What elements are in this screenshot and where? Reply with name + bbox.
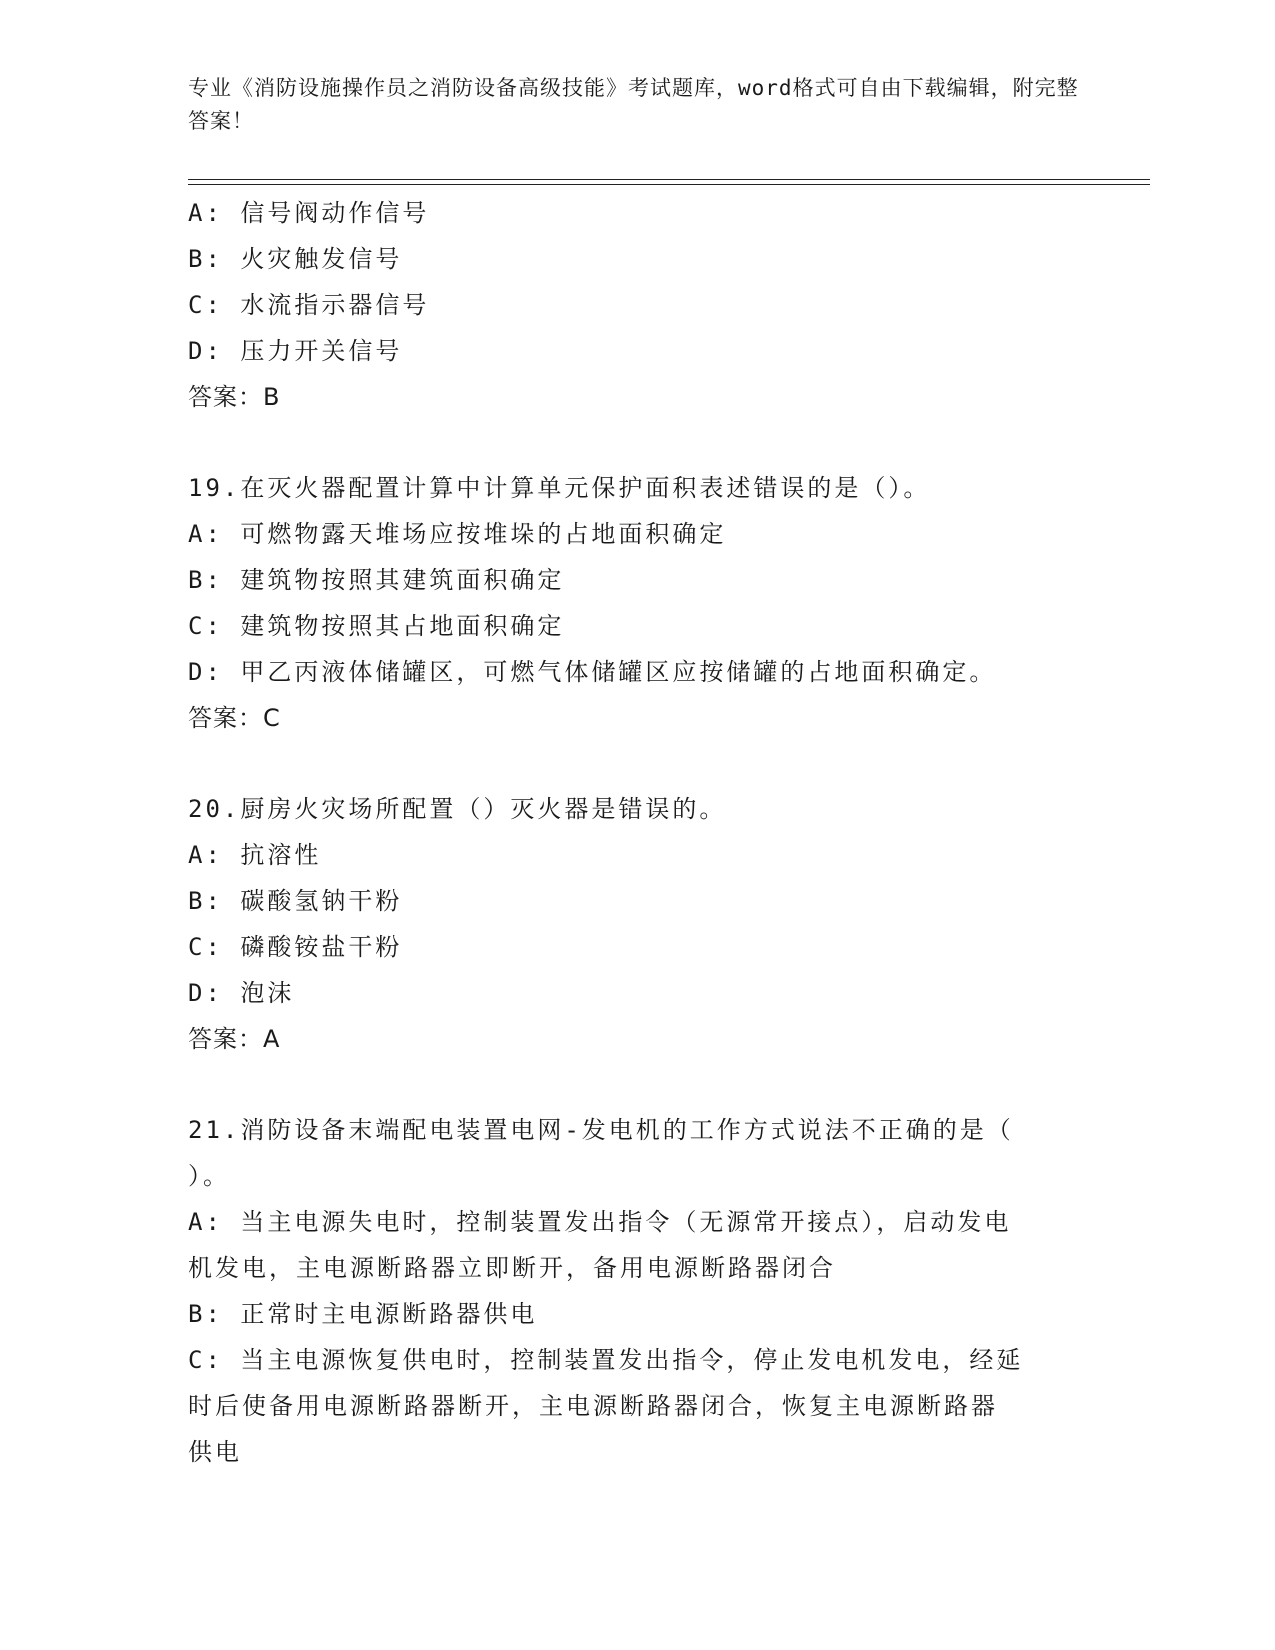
q20-option-b: B: 碳酸氢钠干粉 [188, 887, 403, 915]
q21-question-line-2: ）。 [188, 1162, 230, 1190]
q20-option-c: C: 磷酸铵盐干粉 [188, 933, 403, 961]
q18-answer: 答案：B [188, 383, 281, 411]
q21-question-line-1: 21.消防设备末端配电装置电网-发电机的工作方式说法不正确的是（ [188, 1116, 1014, 1144]
q19-option-d: D: 甲乙丙液体储罐区，可燃气体储罐区应按储罐的占地面积确定。 [188, 658, 997, 686]
q18-option-b: B: 火灾触发信号 [188, 245, 403, 273]
q21-option-b: B: 正常时主电源断路器供电 [188, 1300, 538, 1328]
q19-question: 19.在灭火器配置计算中计算单元保护面积表述错误的是（）。 [188, 474, 931, 502]
q18-option-c: C: 水流指示器信号 [188, 291, 430, 319]
document-intro: 专业《消防设施操作员之消防设备高级技能》考试题库，word格式可自由下载编辑，附完整答案！ [188, 76, 1079, 133]
q20-answer: 答案：A [188, 1025, 281, 1053]
q21-option-a-line-1: A: 当主电源失电时，控制装置发出指令（无源常开接点），启动发电 [188, 1208, 1012, 1236]
q18-option-a: A: 信号阀动作信号 [188, 199, 430, 227]
q20-option-a: A: 抗溶性 [188, 841, 322, 869]
q19-option-c: C: 建筑物按照其占地面积确定 [188, 612, 565, 640]
q18-option-d: D: 压力开关信号 [188, 337, 403, 365]
q21-option-c-line-3: 供电 [188, 1438, 242, 1466]
header-rule-bottom [188, 184, 1150, 185]
question-list [188, 190, 1068, 1475]
q19-answer: 答案：C [188, 704, 281, 732]
q21-option-c-line-2: 时后使备用电源断路器断开，主电源断路器闭合，恢复主电源断路器 [188, 1392, 998, 1420]
q20-option-d: D: 泡沫 [188, 979, 295, 1007]
q21-option-c-line-1: C: 当主电源恢复供电时，控制装置发出指令，停止发电机发电，经延 [188, 1346, 1024, 1374]
q19-option-b: B: 建筑物按照其建筑面积确定 [188, 566, 565, 594]
q19-option-a: A: 可燃物露天堆场应按堆垛的占地面积确定 [188, 520, 727, 548]
header-rule-top [188, 179, 1150, 180]
q20-question: 20.厨房火灾场所配置（）灭火器是错误的。 [188, 795, 727, 823]
q21-option-a-line-2: 机发电，主电源断路器立即断开，备用电源断路器闭合 [188, 1254, 836, 1282]
